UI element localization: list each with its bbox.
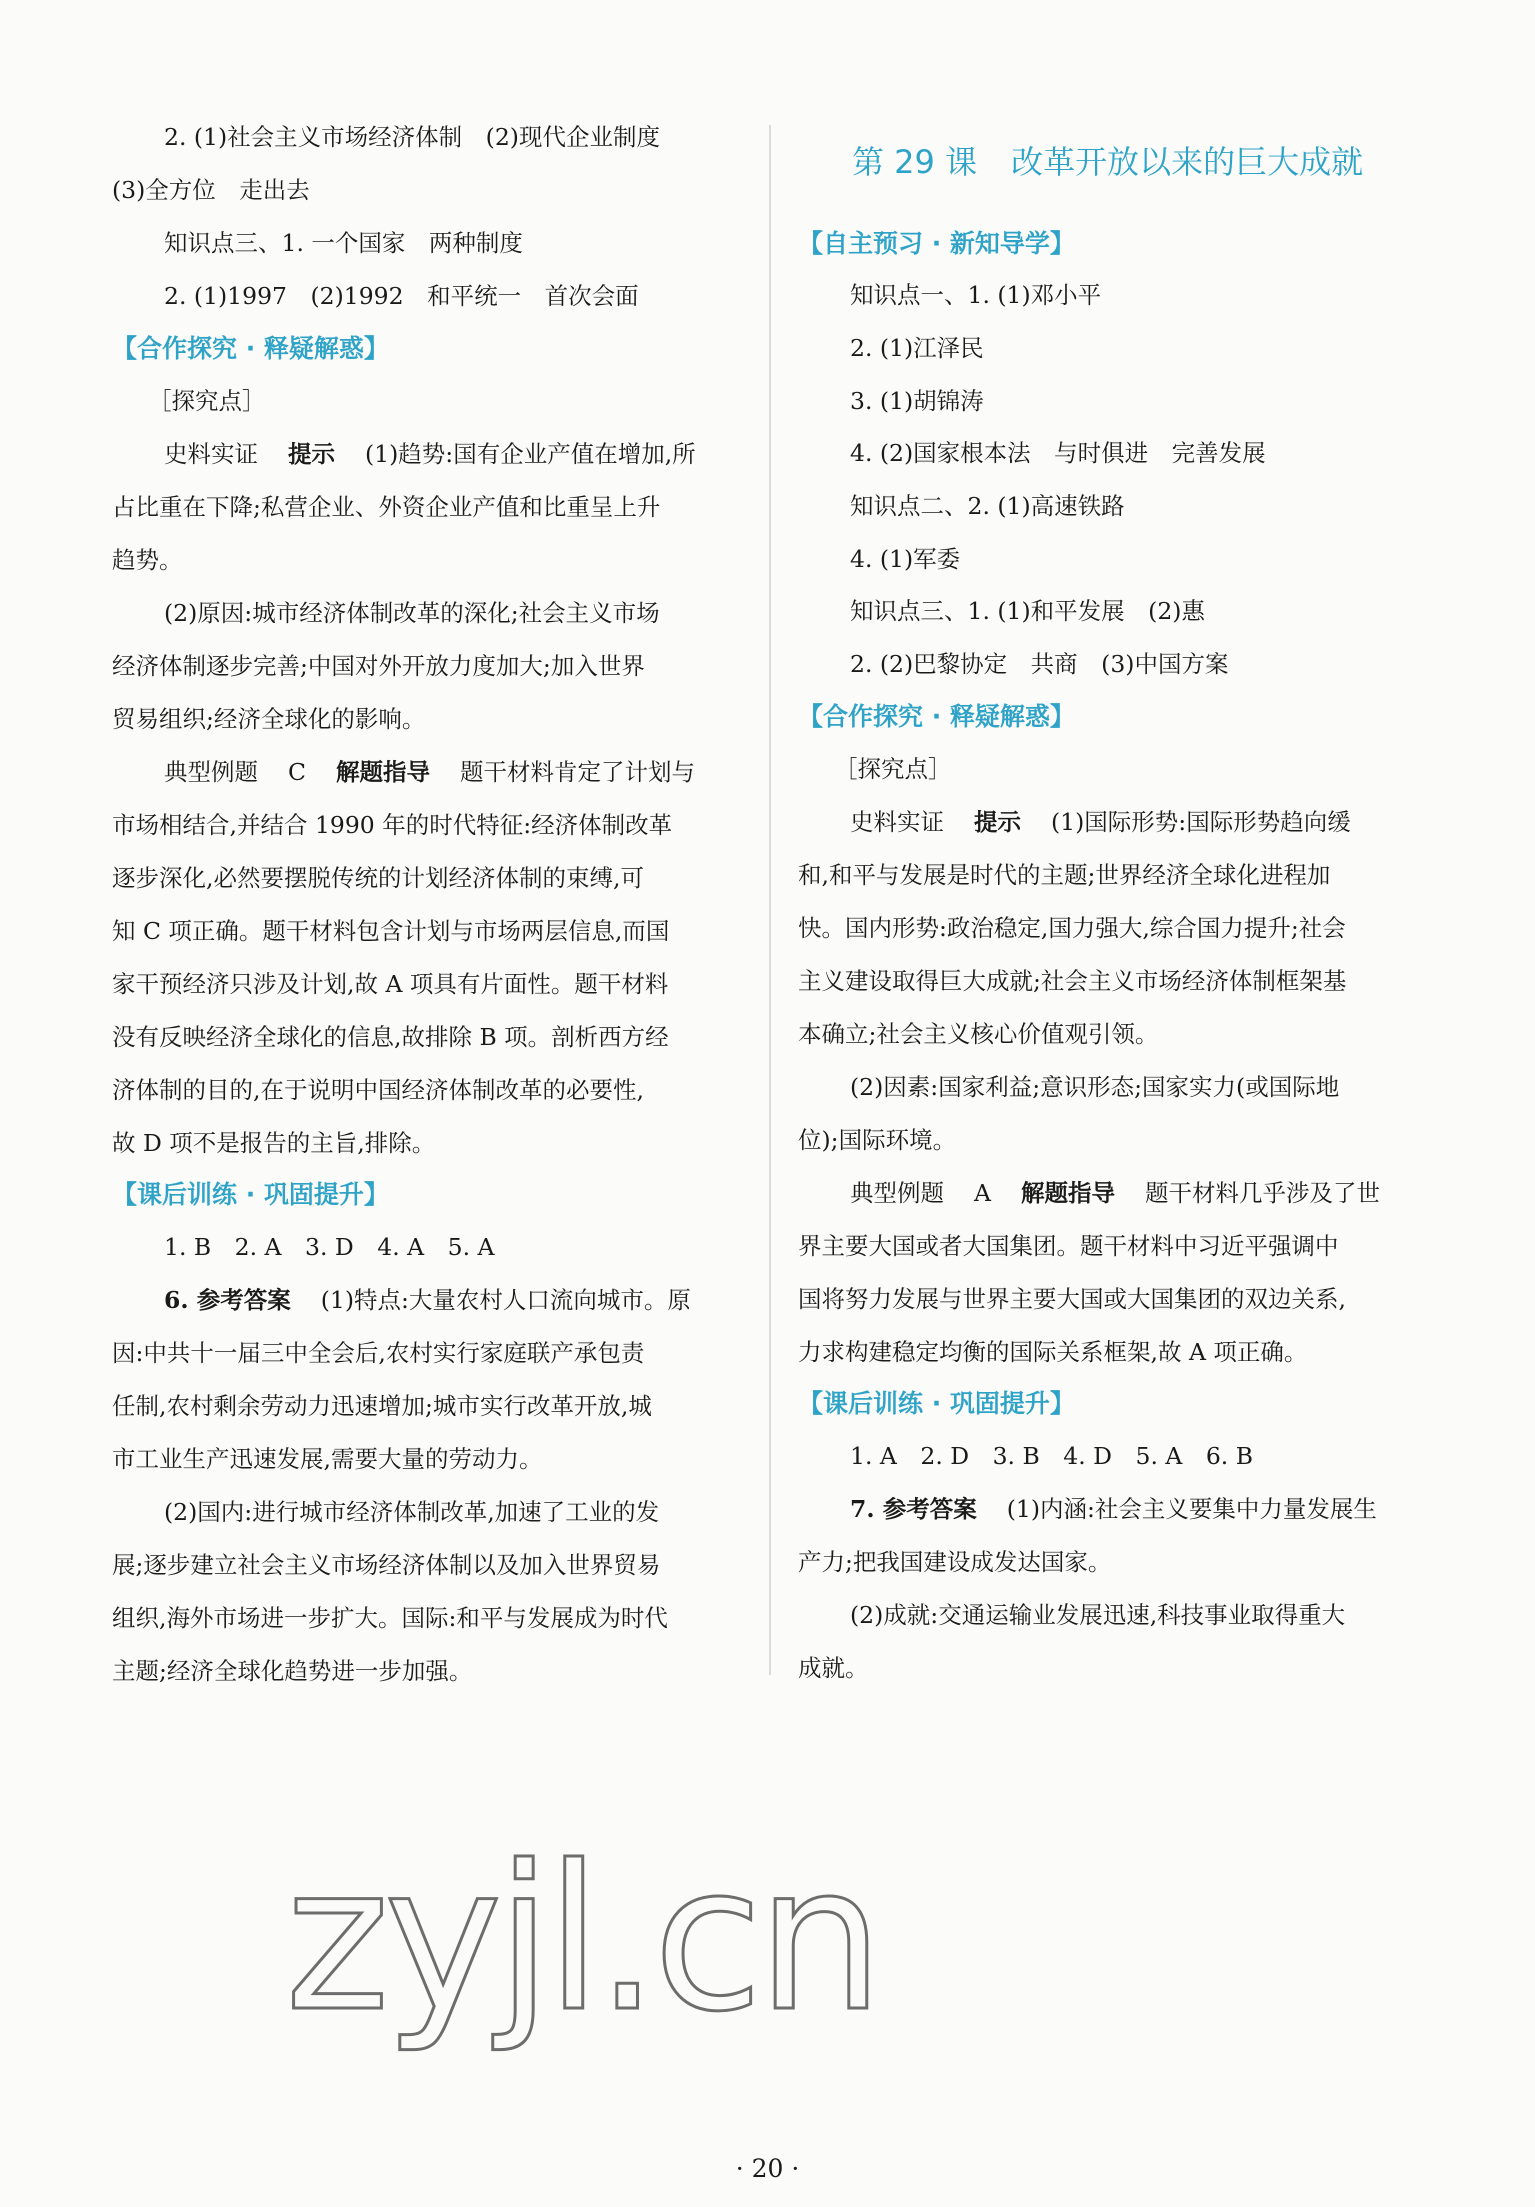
text-line: 主题;经济全球化趋势进一步加强。 <box>112 1657 473 1685</box>
text-line: 3. (1)胡锦涛 <box>850 387 984 415</box>
text-line: (2)因素:国家利益;意识形态;国家实力(或国际地 <box>850 1073 1340 1101</box>
text-line: 家干预经济只涉及计划,故 A 项具有片面性。题干材料 <box>112 970 669 998</box>
column-divider <box>769 125 771 1675</box>
text-line: 贸易组织;经济全球化的影响。 <box>112 705 426 733</box>
text-line: 1. B 2. A 3. D 4. A 5. A <box>164 1233 495 1261</box>
text-line: (2)原因:城市经济体制改革的深化;社会主义市场 <box>164 599 660 627</box>
text-line: 展;逐步建立社会主义市场经济体制以及加入世界贸易 <box>112 1551 661 1579</box>
text-line: 典型例题 C 解题指导 题干材料肯定了计划与 <box>164 758 695 786</box>
text-line: 济体制的目的,在于说明中国经济体制改革的必要性, <box>112 1076 644 1104</box>
text-line: 力求构建稳定均衡的国际关系框架,故 A 项正确。 <box>798 1338 1308 1366</box>
text-line: 2. (1)1997 (2)1992 和平统一 首次会面 <box>164 282 639 310</box>
text-line: 产力;把我国建设成发达国家。 <box>798 1548 1112 1576</box>
text-line: 本确立;社会主义核心价值观引领。 <box>798 1020 1159 1048</box>
text-line: 逐步深化,必然要摆脱传统的计划经济体制的束缚,可 <box>112 864 644 892</box>
text-line: (2)国内:进行城市经济体制改革,加速了工业的发 <box>164 1498 660 1526</box>
watermark: zyjl.cn <box>285 1823 878 2056</box>
text-line: 2. (2)巴黎协定 共商 (3)中国方案 <box>850 650 1229 678</box>
text-line: 知识点二、2. (1)高速铁路 <box>850 492 1125 520</box>
text-line: 6. 参考答案 (1)特点:大量农村人口流向城市。原 <box>164 1286 691 1314</box>
text-line: 7. 参考答案 (1)内涵:社会主义要集中力量发展生 <box>850 1495 1377 1523</box>
lesson-title <box>852 140 1363 184</box>
text-line: 任制,农村剩余劳动力迅速增加;城市实行改革开放,城 <box>112 1392 652 1420</box>
text-line: 快。国内形势:政治稳定,国力强大,综合国力提升;社会 <box>798 914 1346 942</box>
section-heading-cooperation: 【合作探究 · 释疑解惑】 <box>112 334 389 363</box>
text-line: 市工业生产迅速发展,需要大量的劳动力。 <box>112 1445 543 1473</box>
text-line: 知识点三、1. 一个国家 两种制度 <box>164 229 523 257</box>
subsection-label: ［探究点］ <box>148 387 266 415</box>
text-line: 2. (1)社会主义市场经济体制 (2)现代企业制度 <box>164 123 660 151</box>
text-line: 市场相结合,并结合 1990 年的时代特征:经济体制改革 <box>112 811 673 839</box>
text-line: 故 D 项不是报告的主旨,排除。 <box>112 1129 436 1157</box>
text-line: (3)全方位 走出去 <box>112 176 310 204</box>
subsection-label: ［探究点］ <box>834 755 952 783</box>
section-heading-self-study: 【自主预习 · 新知导学】 <box>798 229 1075 258</box>
text-line: 知 C 项正确。题干材料包含计划与市场两层信息,而国 <box>112 917 670 945</box>
text-line: 2. (1)江泽民 <box>850 334 984 362</box>
text-line: 位);国际环境。 <box>798 1126 957 1154</box>
lesson-name: 改革开放以来的巨大成就 <box>1011 143 1364 181</box>
text-line: 趋势。 <box>112 546 183 574</box>
text-line: 4. (2)国家根本法 与时俱进 完善发展 <box>850 439 1266 467</box>
text-line: 界主要大国或者大国集团。题干材料中习近平强调中 <box>798 1232 1339 1260</box>
text-line: 国将努力发展与世界主要大国或大国集团的双边关系, <box>798 1285 1346 1313</box>
lesson-number: 第 29 课 <box>852 143 978 181</box>
text-line: 和,和平与发展是时代的主题;世界经济全球化进程加 <box>798 861 1331 889</box>
text-line: 主义建设取得巨大成就;社会主义市场经济体制框架基 <box>798 967 1347 995</box>
text-line: 经济体制逐步完善;中国对外开放力度加大;加入世界 <box>112 652 645 680</box>
text-line: 知识点三、1. (1)和平发展 (2)惠 <box>850 597 1205 625</box>
text-line: 4. (1)军委 <box>850 545 961 573</box>
text-line: 因:中共十一届三中全会后,农村实行家庭联产承包责 <box>112 1339 645 1367</box>
section-heading-after-class: 【课后训练 · 巩固提升】 <box>112 1180 389 1209</box>
text-line: 1. A 2. D 3. B 4. D 5. A 6. B <box>850 1442 1254 1470</box>
section-heading-cooperation: 【合作探究 · 释疑解惑】 <box>798 702 1075 731</box>
section-heading-after-class: 【课后训练 · 巩固提升】 <box>798 1389 1075 1418</box>
text-line: 典型例题 A 解题指导 题干材料几乎涉及了世 <box>850 1179 1380 1207</box>
text-line: 组织,海外市场进一步扩大。国际:和平与发展成为时代 <box>112 1604 668 1632</box>
text-line: 没有反映经济全球化的信息,故排除 B 项。剖析西方经 <box>112 1023 669 1051</box>
text-line: 史料实证 提示 (1)趋势:国有企业产值在增加,所 <box>164 440 696 468</box>
text-line: 占比重在下降;私营企业、外资企业产值和比重呈上升 <box>112 493 661 521</box>
text-line: 成就。 <box>798 1654 869 1682</box>
page-number: · 20 · <box>735 2154 800 2183</box>
text-line: 史料实证 提示 (1)国际形势:国际形势趋向缓 <box>850 808 1351 836</box>
text-line: (2)成就:交通运输业发展迅速,科技事业取得重大 <box>850 1601 1346 1629</box>
text-line: 知识点一、1. (1)邓小平 <box>850 281 1102 309</box>
